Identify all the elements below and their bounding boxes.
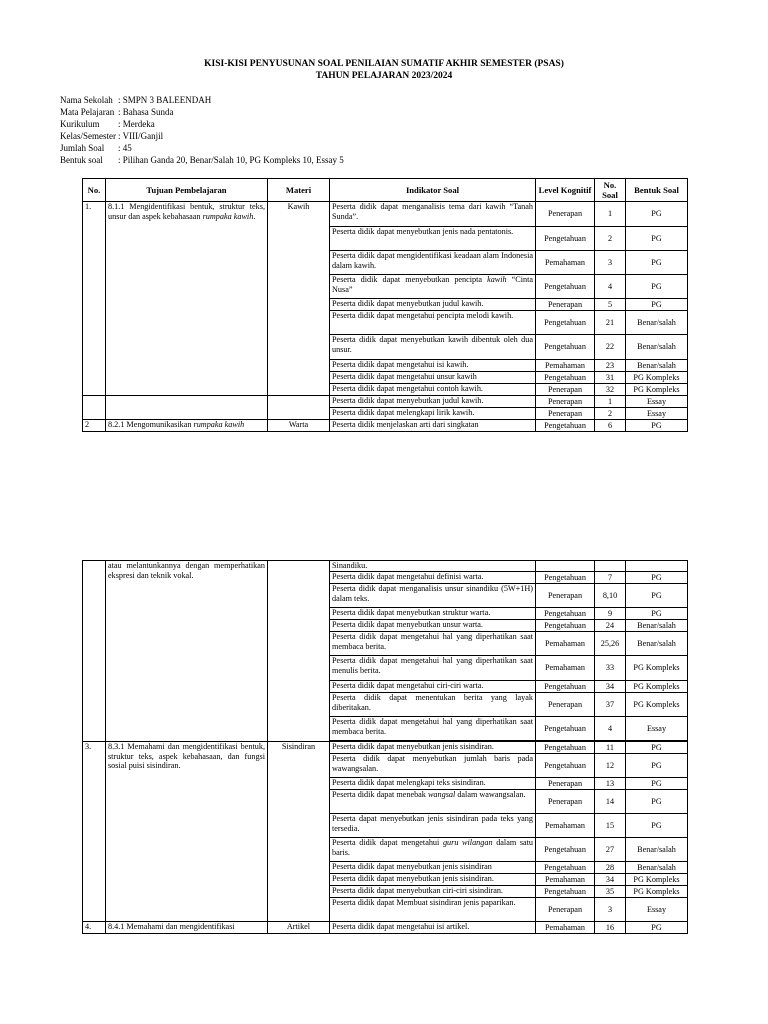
grid-table-page2: [82, 560, 688, 934]
level-cell: Pengetahuan: [536, 275, 595, 299]
row-number: [83, 561, 106, 742]
indikator-cell: Sinandiku.: [330, 561, 536, 572]
indikator-cell: Peserta didik dapat mengetahui isi artikel.: [330, 922, 536, 934]
no-soal-cell: 27: [595, 838, 626, 862]
empty-materi-cell: [268, 396, 330, 420]
empty-tujuan-cell: [106, 396, 268, 420]
materi-cell: Sisindiran: [268, 742, 330, 922]
document-title: KISI-KISI PENYUSUNAN SOAL PENILAIAN SUMATIF AKHIR SEMESTER (PSAS): [204, 59, 564, 69]
table-header-row: [83, 179, 688, 202]
indikator-cell: Peserta didik dapat menentukan berita yang layak diberitakan.: [330, 693, 536, 717]
no-soal-cell: 34: [595, 681, 626, 693]
indikator-cell: Peserta dapat menyebutkan jenis sisindiran pada teks yang tersedia.: [330, 814, 536, 838]
meta-value: : 45: [118, 143, 132, 153]
level-cell: Penerapan: [536, 898, 595, 922]
bentuk-cell: Benar/salah: [626, 360, 688, 372]
indikator-cell: Peserta didik dapat Membuat sisindiran jenis paparikan.: [330, 898, 536, 922]
bentuk-cell: Benar/salah: [626, 838, 688, 862]
level-cell: Pemahaman: [536, 251, 595, 275]
bentuk-cell: PG: [626, 754, 688, 778]
ind-italic: wangsal: [427, 790, 456, 799]
meta-key: Nama Sekolah: [60, 95, 113, 105]
no-soal-cell: 12: [595, 754, 626, 778]
indikator-cell: Peserta didik dapat mengetahui definisi warta.: [330, 572, 536, 584]
row-number: 4.: [83, 922, 106, 934]
level-cell: Pemahaman: [536, 632, 595, 656]
level-cell: Pengetahuan: [536, 862, 595, 874]
no-soal-cell: 21: [595, 311, 626, 335]
bentuk-cell: PG: [626, 299, 688, 311]
bentuk-cell: Benar/salah: [626, 632, 688, 656]
level-cell: Pengetahuan: [536, 227, 595, 251]
meta-row-school: [60, 94, 344, 106]
indikator-cell: Peserta didik menjelaskan arti dari singkatan: [330, 420, 536, 432]
level-cell: Penerapan: [536, 778, 595, 790]
no-soal-cell: 2: [595, 408, 626, 420]
no-soal-cell: 28: [595, 862, 626, 874]
no-soal-cell: 37: [595, 693, 626, 717]
level-cell: Pengetahuan: [536, 335, 595, 360]
no-soal-cell: 8,10: [595, 584, 626, 608]
level-cell: Penerapan: [536, 584, 595, 608]
tujuan-cell: 8.4.1 Memahami dan mengidentifikasi: [106, 922, 268, 934]
bentuk-cell: PG Kompleks: [626, 372, 688, 384]
header-no-soal: No. Soal: [595, 179, 626, 202]
indikator-cell: [330, 838, 536, 862]
indikator-cell: Peserta didik dapat menyebutkan jenis sisindiran.: [330, 874, 536, 886]
indikator-cell: Peserta didik dapat mengetahui ciri-ciri warta.: [330, 681, 536, 693]
bentuk-cell: PG Kompleks: [626, 656, 688, 681]
tujuan-cell: [106, 420, 268, 432]
level-cell: Pemahaman: [536, 360, 595, 372]
no-soal-cell: 1: [595, 396, 626, 408]
bentuk-cell: PG: [626, 608, 688, 620]
no-soal-cell: 35: [595, 886, 626, 898]
no-soal-cell: 3: [595, 251, 626, 275]
no-soal-cell: 24: [595, 620, 626, 632]
level-cell: Pengetahuan: [536, 420, 595, 432]
meta-value: : Merdeka: [118, 119, 155, 129]
level-cell: Pengetahuan: [536, 742, 595, 754]
indikator-cell: Peserta didik dapat melengkapi lirik kawih.: [330, 408, 536, 420]
meta-row-format: [60, 154, 344, 166]
ind-pre: Peserta didik dapat mengetahui: [332, 838, 440, 847]
bentuk-cell: PG: [626, 584, 688, 608]
no-soal-cell: 22: [595, 335, 626, 360]
bentuk-cell: PG Kompleks: [626, 874, 688, 886]
bentuk-cell: PG: [626, 227, 688, 251]
indikator-cell: Peserta didik dapat mengetahui pencipta melodi kawih.: [330, 311, 536, 335]
no-soal-cell: 2: [595, 227, 626, 251]
meta-row-count: [60, 142, 344, 154]
grid-table-page1: [82, 178, 688, 432]
bentuk-cell: Benar/salah: [626, 620, 688, 632]
indikator-cell: Peserta didik dapat menganalisis tema dari kawih “Tanah Sunda”.: [330, 202, 536, 227]
level-cell: Pemahaman: [536, 922, 595, 934]
ind-post: dalam satu baris.: [332, 838, 534, 857]
tujuan-cell: atau melantunkannya dengan memperhatikan ekspresi dan teknik vokal.: [106, 561, 268, 742]
no-soal-cell: [595, 561, 626, 572]
tujuan-text: 8.2.1 Mengomunikasikan: [108, 420, 192, 429]
bentuk-cell: PG: [626, 814, 688, 838]
no-soal-cell: 6: [595, 420, 626, 432]
materi-cell: [268, 561, 330, 742]
level-cell: Pengetahuan: [536, 311, 595, 335]
indikator-cell: Peserta didik dapat menyebutkan ciri-ciri sisindiran.: [330, 886, 536, 898]
meta-value: : Pilihan Ganda 20, Benar/Salah 10, PG Kompleks 10, Essay 5: [118, 155, 344, 165]
meta-row-curriculum: [60, 118, 344, 130]
bentuk-cell: Essay: [626, 396, 688, 408]
indikator-cell: Peserta didik dapat menyebutkan judul kawih.: [330, 299, 536, 311]
indikator-cell: Peserta didik dapat mengetahui hal yang diperhatikan saat membaca berita.: [330, 717, 536, 741]
materi-cell: Kawih: [268, 202, 330, 396]
level-cell: Penerapan: [536, 299, 595, 311]
no-soal-cell: 34: [595, 874, 626, 886]
indikator-cell: Peserta didik dapat mengetahui hal yang diperhatikan saat membaca berita.: [330, 632, 536, 656]
bentuk-cell: PG Kompleks: [626, 693, 688, 717]
header-level: Level Kognitif: [536, 179, 595, 202]
level-cell: [536, 561, 595, 572]
bentuk-cell: [626, 561, 688, 572]
italic-kawih: kawih: [487, 275, 507, 284]
level-cell: Pengetahuan: [536, 838, 595, 862]
no-soal-cell: 11: [595, 742, 626, 754]
indikator-cell: Peserta didik dapat menyebutkan jenis nada pentatonis.: [330, 227, 536, 251]
indikator-cell: Peserta didik dapat menganalisis unsur sinandiku (5W+1H) dalam teks.: [330, 584, 536, 608]
bentuk-cell: PG: [626, 202, 688, 227]
no-soal-cell: 5: [595, 299, 626, 311]
document-subtitle: TAHUN PELAJARAN 2023/2024: [315, 71, 453, 81]
bentuk-cell: PG: [626, 420, 688, 432]
no-soal-cell: 9: [595, 608, 626, 620]
no-soal-cell: 15: [595, 814, 626, 838]
ind-pre: Peserta didik dapat menebak: [332, 790, 426, 799]
indikator-cell: Peserta didik dapat mengidentifikasi keadaan alam Indonesia dalam kawih.: [330, 251, 536, 275]
header-materi: Materi: [268, 179, 330, 202]
bentuk-cell: PG Kompleks: [626, 886, 688, 898]
level-cell: Penerapan: [536, 384, 595, 396]
meta-key: Mata Pelajaran: [60, 107, 115, 117]
level-cell: Pengetahuan: [536, 717, 595, 741]
no-soal-cell: 32: [595, 384, 626, 396]
level-cell: Pengetahuan: [536, 372, 595, 384]
table-row: [83, 420, 688, 432]
bentuk-cell: PG: [626, 742, 688, 754]
indikator-cell: Peserta didik dapat menyebutkan unsur warta.: [330, 620, 536, 632]
level-cell: Pengetahuan: [536, 886, 595, 898]
no-soal-cell: 33: [595, 656, 626, 681]
no-soal-cell: 4: [595, 275, 626, 299]
indikator-cell: Peserta didik dapat menyebutkan kawih dibentuk oleh dua unsur.: [330, 335, 536, 360]
indikator-cell: Peserta didik dapat mengetahui contoh kawih.: [330, 384, 536, 396]
level-cell: Penerapan: [536, 408, 595, 420]
indikator-cell: Peserta didik dapat menyebutkan jenis sisindiran: [330, 862, 536, 874]
materi-cell: Warta: [268, 420, 330, 432]
document-meta: [60, 94, 344, 166]
no-soal-cell: 25,26: [595, 632, 626, 656]
level-cell: Penerapan: [536, 790, 595, 814]
bentuk-cell: Essay: [626, 717, 688, 741]
table-row: [83, 742, 688, 754]
indikator-cell: Peserta didik dapat mengetahui unsur kawih: [330, 372, 536, 384]
bentuk-cell: Benar/salah: [626, 335, 688, 360]
ind-post: dalam wawangsalan.: [457, 790, 526, 799]
header-no: No.: [83, 179, 106, 202]
level-cell: Penerapan: [536, 693, 595, 717]
indikator-cell: Peserta didik dapat melengkapi teks sisindiran.: [330, 778, 536, 790]
bentuk-cell: Benar/salah: [626, 862, 688, 874]
header-bentuk: Bentuk Soal: [626, 179, 688, 202]
bentuk-cell: PG: [626, 572, 688, 584]
tujuan-cell: 8.3.1 Memahami dan mengidentifikasi bentuk, struktur teks, aspek kebahasaan, dan fungsi sosial puisi sisindiran.: [106, 742, 268, 922]
bentuk-cell: PG Kompleks: [626, 384, 688, 396]
table-row: [83, 396, 688, 408]
meta-key: Bentuk soal: [60, 155, 103, 165]
tujuan-cell: [106, 202, 268, 396]
bentuk-cell: PG Kompleks: [626, 681, 688, 693]
meta-value: : Bahasa Sunda: [118, 107, 174, 117]
indikator-cell: Peserta didik dapat menyebutkan jenis sisindiran.: [330, 742, 536, 754]
indikator-cell: Peserta didik dapat mengetahui hal yang diperhatikan saat menulis berita.: [330, 656, 536, 681]
indikator-cell: Peserta didik dapat menyebutkan judul kawih.: [330, 396, 536, 408]
bentuk-cell: Benar/salah: [626, 311, 688, 335]
bentuk-cell: PG: [626, 778, 688, 790]
level-cell: Pengetahuan: [536, 681, 595, 693]
no-soal-cell: 3: [595, 898, 626, 922]
level-cell: Penerapan: [536, 202, 595, 227]
meta-value: : SMPN 3 BALEENDAH: [118, 95, 212, 105]
meta-key: Kurikulum: [60, 119, 100, 129]
meta-value: : VIII/Ganjil: [118, 131, 164, 141]
bentuk-cell: Essay: [626, 408, 688, 420]
table-row: [83, 202, 688, 227]
meta-row-subject: [60, 106, 344, 118]
no-soal-cell: 1: [595, 202, 626, 227]
meta-row-class: [60, 130, 344, 142]
no-soal-cell: 13: [595, 778, 626, 790]
level-cell: Pengetahuan: [536, 608, 595, 620]
tujuan-italic: rumpaka kawih: [202, 211, 254, 221]
level-cell: Pengetahuan: [536, 754, 595, 778]
no-soal-cell: 23: [595, 360, 626, 372]
bentuk-cell: PG: [626, 251, 688, 275]
level-cell: Pengetahuan: [536, 572, 595, 584]
level-cell: Pengetahuan: [536, 620, 595, 632]
no-soal-cell: 4: [595, 717, 626, 741]
meta-key: Kelas/Semester: [60, 131, 116, 141]
ind-italic: guru wilangan: [442, 838, 493, 847]
indikator-cell: Peserta didik dapat mengetahui isi kawih.: [330, 360, 536, 372]
bentuk-cell: PG: [626, 790, 688, 814]
table-row: [83, 922, 688, 934]
level-cell: Penerapan: [536, 396, 595, 408]
table-row: [83, 561, 688, 572]
materi-cell: Artikel: [268, 922, 330, 934]
no-soal-cell: 7: [595, 572, 626, 584]
header-indikator: Indikator Soal: [330, 179, 536, 202]
bentuk-cell: PG: [626, 275, 688, 299]
level-cell: Pemahaman: [536, 814, 595, 838]
row-number: 3.: [83, 742, 106, 922]
row-number: 2: [83, 420, 106, 432]
row-number: 1.: [83, 202, 106, 396]
tujuan-italic: rumpaka kawih: [193, 420, 245, 429]
indikator-cell: [330, 790, 536, 814]
indikator-cell: Peserta didik dapat menyebutkan struktur warta.: [330, 608, 536, 620]
no-soal-cell: 16: [595, 922, 626, 934]
meta-key: Jumlah Soal: [60, 143, 105, 153]
level-cell: Pemahaman: [536, 874, 595, 886]
indikator-cell: Peserta didik dapat menyebutkan jumlah baris pada wawangsalan.: [330, 754, 536, 778]
bentuk-cell: Essay: [626, 898, 688, 922]
bentuk-cell: PG: [626, 922, 688, 934]
level-cell: Pemahaman: [536, 656, 595, 681]
tujuan-text: 8.1.1 Mengidentifikasi bentuk, struktur teks, unsur dan aspek kebahasaan: [108, 202, 265, 221]
empty-no-cell: [83, 396, 106, 420]
header-tujuan: Tujuan Pembelajaran: [106, 179, 268, 202]
indikator-cell: Peserta didik dapat menyebutkan pencipta kawih “Cinta Nusa”: [330, 275, 536, 299]
no-soal-cell: 14: [595, 790, 626, 814]
tujuan-end: .: [253, 211, 256, 221]
no-soal-cell: 31: [595, 372, 626, 384]
